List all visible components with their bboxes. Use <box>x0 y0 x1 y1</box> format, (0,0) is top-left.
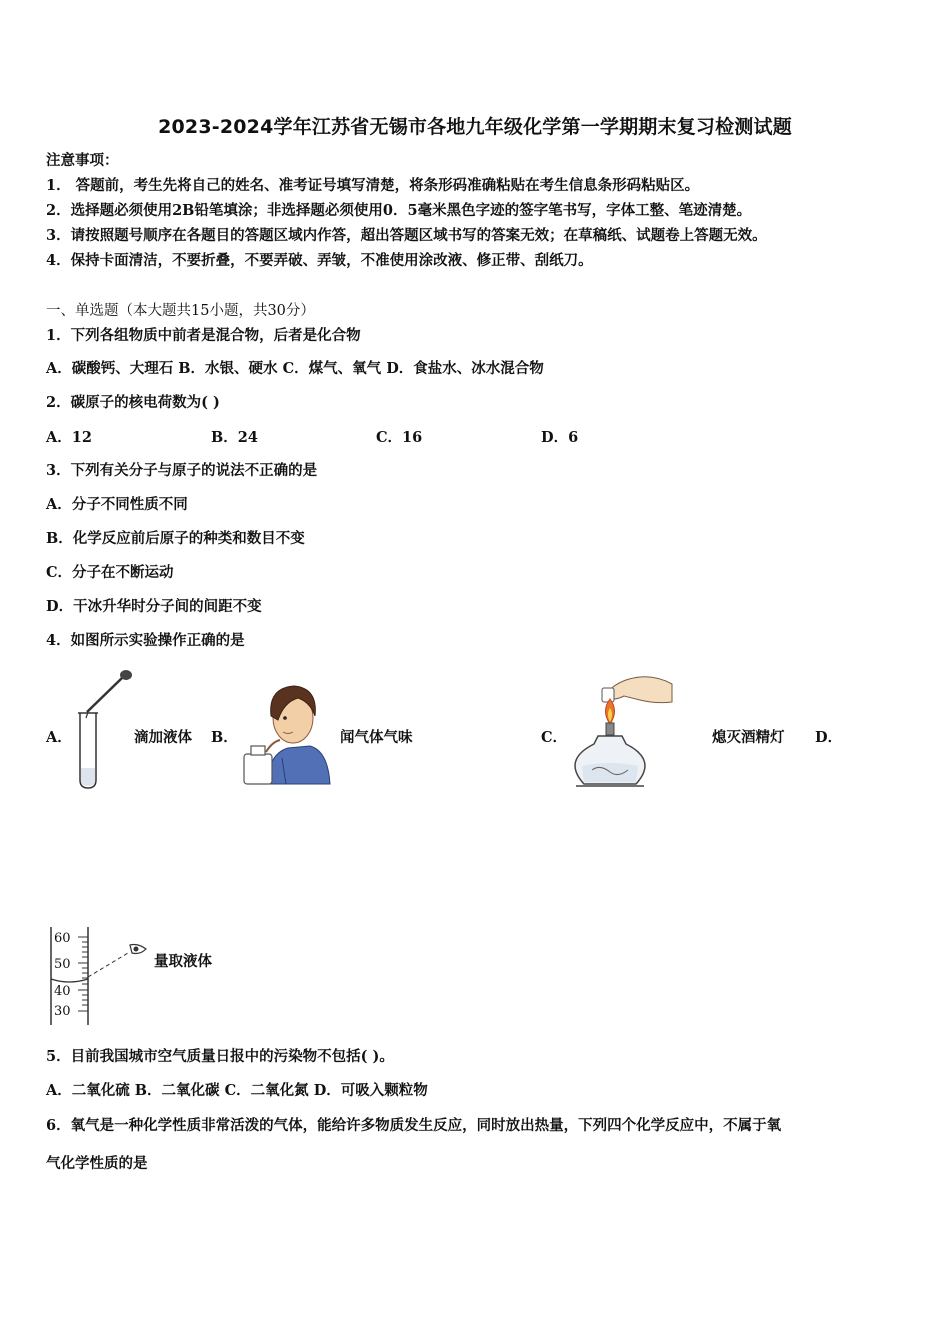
cylinder-tick-30: 30 <box>54 1004 71 1019</box>
cylinder-tick-60: 60 <box>54 931 71 946</box>
alcohol-lamp-figure <box>570 666 680 791</box>
q2-option-d: D．6 <box>541 429 579 446</box>
q5-stem: 5．目前我国城市空气质量日报中的污染物不包括( )。 <box>46 1048 394 1065</box>
q4-option-d-caption: 量取液体 <box>154 953 212 970</box>
q2-option-c: C．16 <box>376 429 423 446</box>
notice-item-3: 3．请按照题号顺序在各题目的答题区域内作答，超出答题区域书写的答案无效；在草稿纸、试题卷上答题无效。 <box>46 227 767 244</box>
q4-option-c-caption: 熄灭酒精灯 <box>712 729 785 746</box>
q4-option-b-caption: 闻气体气味 <box>340 729 413 746</box>
smelling-gas-figure <box>238 676 333 786</box>
notice-item-1: 1． 答题前，考生先将自己的姓名、准考证号填写清楚，将条形码准确粘贴在考生信息条形码粘贴区。 <box>46 177 700 194</box>
q3-option-b: B．化学反应前后原子的种类和数目不变 <box>46 530 305 547</box>
q4-option-a-caption: 滴加液体 <box>134 729 192 746</box>
cylinder-tick-40: 40 <box>54 984 71 999</box>
q3-option-d: D．干冰升华时分子间的间距不变 <box>46 598 262 615</box>
notice-item-2: 2．选择题必须使用2B铅笔填涂；非选择题必须使用0．5毫米黑色字迹的签字笔书写，字体工整、笔迹清楚。 <box>46 202 752 219</box>
q5-options: A．二氧化硫 B．二氧化碳 C．二氧化氮 D．可吸入颗粒物 <box>46 1082 428 1099</box>
dropper-testtube-figure <box>70 668 135 793</box>
page-title: 2023-2024学年江苏省无锡市各地九年级化学第一学期期末复习检测试题 <box>158 116 792 138</box>
q6-stem-line2: 气化学性质的是 <box>46 1155 148 1172</box>
q2-stem: 2．碳原子的核电荷数为( ) <box>46 394 220 411</box>
q1-options: A．碳酸钙、大理石 B．水银、硬水 C．煤气、氧气 D．食盐水、冰水混合物 <box>46 360 544 377</box>
q2-option-a: A．12 <box>46 429 92 446</box>
q2-option-b: B．24 <box>211 429 258 446</box>
notice-heading: 注意事项： <box>46 152 119 169</box>
q1-stem: 1．下列各组物质中前者是混合物，后者是化合物 <box>46 327 361 344</box>
q6-stem-line1: 6．氧气是一种化学性质非常活泼的气体，能给许多物质发生反应，同时放出热量，下列四个化学反应中，不属于氧 <box>46 1117 782 1134</box>
q3-option-c: C．分子在不断运动 <box>46 564 174 581</box>
cylinder-tick-50: 50 <box>54 957 71 972</box>
section-heading: 一、单选题（本大题共15小题，共30分） <box>46 303 315 319</box>
q3-option-a: A．分子不同性质不同 <box>46 496 188 513</box>
notice-item-4: 4．保持卡面清洁，不要折叠，不要弄破、弄皱，不准使用涂改液、修正带、刮纸刀。 <box>46 252 593 269</box>
q4-option-b-letter: B． <box>211 729 238 746</box>
q4-option-d-letter: D． <box>815 729 843 746</box>
q4-option-a-letter: A． <box>46 729 72 746</box>
q4-stem: 4．如图所示实验操作正确的是 <box>46 632 245 649</box>
q3-stem: 3．下列有关分子与原子的说法不正确的是 <box>46 462 318 479</box>
q4-option-c-letter: C． <box>541 729 568 746</box>
